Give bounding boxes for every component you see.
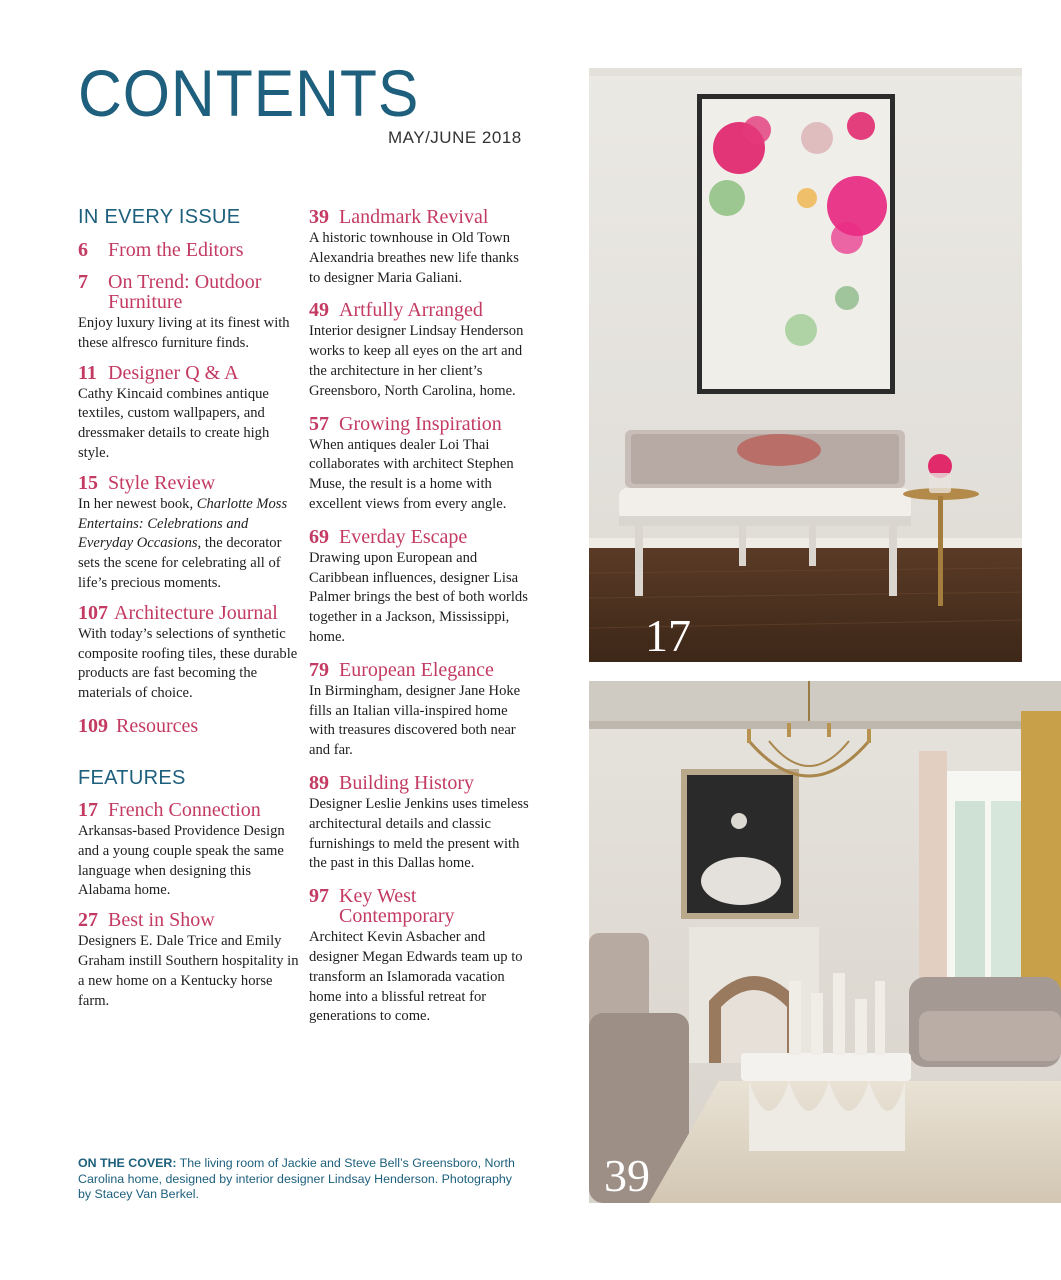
contents-entry[interactable] bbox=[309, 527, 531, 648]
cover-text: The living room of Jackie and Steve Bell’s Greensboro, North Carolina home, designed by interior designer Lindsay Henderson. Photography by Stacey Van Berkel. bbox=[78, 1156, 515, 1201]
entry-page-number: 7 bbox=[78, 271, 88, 293]
entry-page-number: 107 bbox=[78, 601, 108, 624]
contents-entry[interactable] bbox=[309, 773, 531, 874]
page-title: CONTENTS bbox=[78, 56, 420, 130]
feature-photo-landmark-revival[interactable] bbox=[589, 681, 1061, 1203]
entry-description: Interior designer Lindsay Henderson works to keep all eyes on the art and the architecture in her client’s Greensboro, North Carolina, home. bbox=[309, 323, 524, 399]
entry-page-number: 89 bbox=[309, 771, 329, 794]
entry-title: Artfully Arranged bbox=[339, 299, 483, 322]
contents-entry[interactable] bbox=[78, 910, 300, 1011]
entry-page-number: 49 bbox=[309, 299, 329, 322]
entry-description: Architect Kevin Asbacher and designer Megan Edwards team up to transform an Islamorada vacation home into a blissful retreat for generations to come. bbox=[309, 929, 523, 1025]
entry-description: Designer Leslie Jenkins uses timeless architectural details and classic furnishings to meld the present with the past in this Dallas home. bbox=[309, 795, 529, 872]
entry-description-text: In her newest book, bbox=[78, 495, 197, 512]
entry-title: Growing Inspiration bbox=[339, 412, 502, 435]
entry-title: French Connection bbox=[108, 798, 261, 821]
entry-page-number: 6 bbox=[78, 239, 88, 261]
cover-label: ON THE COVER: bbox=[78, 1156, 177, 1170]
entry-title: Architecture Journal bbox=[114, 601, 278, 624]
entry-title: Key West Contemporary bbox=[339, 885, 455, 928]
left-column bbox=[78, 205, 300, 1011]
entry-page-number: 27 bbox=[78, 909, 98, 932]
entry-title: On Trend: Outdoor Furniture bbox=[108, 271, 262, 313]
contents-entry[interactable] bbox=[309, 660, 531, 761]
photo-illustration bbox=[589, 68, 1022, 662]
entry-title: From the Editors bbox=[108, 239, 244, 261]
entry-title: Style Review bbox=[108, 471, 216, 494]
contents-entry[interactable] bbox=[78, 716, 300, 736]
entry-title: Landmark Revival bbox=[339, 206, 489, 228]
entry-description: Cathy Kincaid combines antique textiles, custom wallpapers, and dressmaker details to create high style. bbox=[78, 385, 270, 461]
book-title: Charlotte Moss Entertains: Celebrations and Everyday Occasions, bbox=[78, 495, 288, 552]
contents-entry[interactable] bbox=[78, 603, 300, 704]
contents-entry[interactable] bbox=[309, 414, 531, 515]
contents-entry[interactable] bbox=[309, 207, 531, 288]
entry-title: Everday Escape bbox=[339, 525, 468, 548]
entry-page-number: 11 bbox=[78, 361, 97, 384]
entry-title: Resources bbox=[116, 714, 199, 737]
entry-description: Designers E. Dale Trice and Emily Graham instill Southern hospitality in a new home on a Kentucky horse farm. bbox=[78, 933, 299, 1009]
contents-entry[interactable] bbox=[78, 363, 300, 464]
entry-description: Enjoy luxury living at its finest with these alfresco furniture finds. bbox=[78, 315, 290, 351]
entry-page-number: 109 bbox=[78, 714, 108, 737]
entry-description bbox=[78, 495, 300, 594]
middle-column bbox=[309, 205, 531, 1027]
photo-illustration bbox=[589, 681, 1061, 1203]
contents-entry[interactable] bbox=[78, 473, 300, 594]
photo-page-number: 17 bbox=[645, 610, 691, 661]
entry-description: In Birmingham, designer Jane Hoke fills an Italian villa-inspired home with treasures discovered both near and far. bbox=[309, 682, 521, 759]
entry-description: When antiques dealer Loi Thai collaborates with architect Stephen Muse, the result is a home with excellent views from every angle. bbox=[309, 436, 514, 512]
entry-page-number: 39 bbox=[309, 206, 329, 228]
entry-page-number: 17 bbox=[78, 798, 98, 821]
entry-page-number: 69 bbox=[309, 525, 329, 548]
contents-entry[interactable] bbox=[78, 272, 300, 354]
entry-page-number: 15 bbox=[78, 471, 98, 494]
cover-credit bbox=[78, 1156, 518, 1203]
entry-title: Designer Q & A bbox=[108, 361, 239, 384]
entry-description: With today’s selections of synthetic composite roofing tiles, these durable products are fast becoming the materials of choice. bbox=[78, 625, 298, 702]
feature-photo-french-connection[interactable] bbox=[589, 68, 1022, 662]
entry-description: A historic townhouse in Old Town Alexandria breathes new life thanks to designer Maria Galiani. bbox=[309, 230, 519, 286]
entry-title: Building History bbox=[339, 771, 475, 794]
entry-description: Drawing upon European and Caribbean influences, designer Lisa Palmer brings the best of both worlds together in a Jackson, Mississippi, home. bbox=[309, 549, 528, 645]
entry-page-number: 57 bbox=[309, 412, 329, 435]
entry-title: Best in Show bbox=[108, 909, 215, 932]
entry-page-number: 79 bbox=[309, 658, 329, 681]
contents-entry[interactable] bbox=[78, 240, 300, 260]
contents-entry[interactable] bbox=[309, 886, 531, 1027]
entry-page-number: 97 bbox=[309, 885, 329, 908]
issue-date: MAY/JUNE 2018 bbox=[388, 128, 522, 147]
entry-description-text: the decorator sets the scene for celebrating all of life’s precious moments. bbox=[78, 535, 282, 591]
entry-title: European Elegance bbox=[339, 658, 494, 681]
contents-entry[interactable] bbox=[309, 300, 531, 401]
contents-entry[interactable] bbox=[78, 800, 300, 901]
section-heading-in-every-issue: IN EVERY ISSUE bbox=[78, 206, 241, 228]
entry-description: Arkansas-based Providence Design and a young couple speak the same language when designing this Alabama home. bbox=[78, 822, 285, 899]
photo-page-number: 39 bbox=[604, 1150, 650, 1201]
section-heading-features: FEATURES bbox=[78, 766, 186, 789]
